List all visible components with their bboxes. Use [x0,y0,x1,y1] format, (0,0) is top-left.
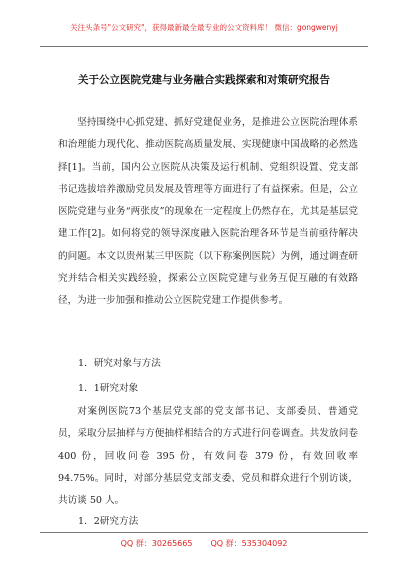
footer-qq-group-1: QQ 群：30265665 [120,539,193,548]
footer-qq-group-2: QQ 群：535304092 [210,539,288,548]
section-heading-research-subjects-methods: 1．研究对象与方法 [78,358,161,369]
header-banner: 关注头条号"公文研究"，获得最新最全最专业的公文资料库！ 微信：gongwenyj [70,23,338,32]
header-divider [40,46,368,47]
footer [0,538,408,549]
subsection-heading-research-methods: 1．2研究方法 [78,516,139,527]
footer-divider [40,532,368,533]
paragraph-intro: 坚持围绕中心抓党建、抓好党建促业务，是推进公立医院治理体系和治理能力现代化、推动医院高质量发展、实现健康中国战略的必然选择[1]。当前，国内公立医院从决策及运行机制、党组织设置、党支部书记选拔培养激励党员发展及管理等方面进行了有益探索。但是，公立医院党建与业务“两张皮”的现象在一定程度上仍然存在，尤其是基层党建工作[2]。如何将党的领导深度融入医院治理各环节是当前亟待解决的问题。本文以贵州某三甲医院（以下称案例医院）为例，通过调查研究并结合相关实践经验，探索公立医院党建与业务互促互融的有效路径，为进一步加强和推动公立医院党建工作提供参考。 [58,117,358,307]
paragraph-research-subjects: 对案例医院73个基层党支部的党支部书记、支部委员、普通党员，采取分层抽样与方便抽样相结合的方式进行问卷调查。共发放问卷 400 份，回收问卷 395 份，有效问卷 379 份，有效回收率 94.75%。同时，对部分基层党支部支委、党员和群众进行个别访谈，共访谈 50 人。 [58,406,358,507]
subsection-heading-research-subjects: 1．1研究对象 [78,383,139,394]
document-title: 关于公立医院党建与业务融合实践探索和对策研究报告 [78,74,330,86]
